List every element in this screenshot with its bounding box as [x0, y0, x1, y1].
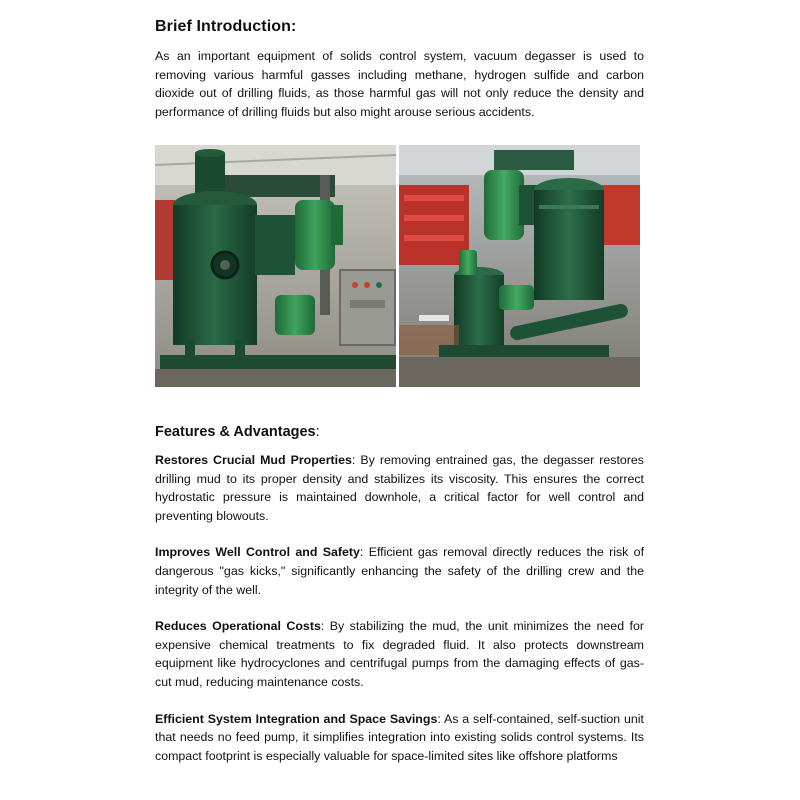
feature-separator: :: [437, 711, 444, 726]
feature-separator: :: [320, 619, 330, 634]
feature-title: Efficient System Integration and Space Savings: [155, 711, 438, 726]
feature-text: By removing entrained gas, the degasser restores drilling mud to its proper density and stabilizes its viscosity. This ensures the correct hydrostatic pressure is maintained downhole, a critical factor for well control and preventing blowouts.: [155, 453, 645, 523]
intro-heading: Brief Introduction:: [155, 18, 297, 35]
intro-paragraph: As an important equipment of solids control system, vacuum degasser is used to removing various harmful gasses including methane, hydrogen sulfide and carbon dioxide out of drilling fluids, as those harmful gas will not only reduce the density and performance of drilling fluids but also might arouse serious accidents.: [155, 49, 644, 119]
feature-title: Restores Crucial Mud Properties: [155, 453, 352, 467]
features-heading: [155, 424, 320, 440]
feature-separator: :: [351, 453, 361, 467]
feature-text: Efficient gas removal directly reduces the risk of dangerous "gas kicks," significantly enhancing the safety of the drilling crew and the integrity of the well.: [155, 545, 645, 597]
feature-item: [155, 543, 644, 599]
feature-title: Improves Well Control and Safety: [155, 545, 360, 560]
feature-separator: :: [359, 545, 369, 560]
product-photos: [155, 145, 640, 387]
feature-text: By stabilizing the mud, the unit minimizes the need for expensive chemical treatments to fix degraded fluid. It also protects downstream equipment like hydrocyclones and centrifugal pumps from the damaging effects of gas-cut mud, reducing maintenance costs.: [155, 619, 645, 689]
features-heading-colon: :: [315, 424, 320, 440]
feature-item: [155, 617, 644, 691]
degasser-photo-left: [155, 145, 396, 387]
feature-item: [155, 710, 644, 766]
features-list: [155, 451, 644, 783]
degasser-photo-right: [399, 145, 640, 387]
features-heading-text: Features & Advantages: [155, 424, 316, 440]
feature-title: Reduces Operational Costs: [155, 619, 321, 634]
feature-item: [155, 451, 644, 525]
feature-text: As a self-contained, self-suction unit that needs no feed pump, it simplifies integration into existing solids control systems. Its compact footprint is especially valuable for space-limited sites like offshore platforms: [155, 711, 644, 763]
